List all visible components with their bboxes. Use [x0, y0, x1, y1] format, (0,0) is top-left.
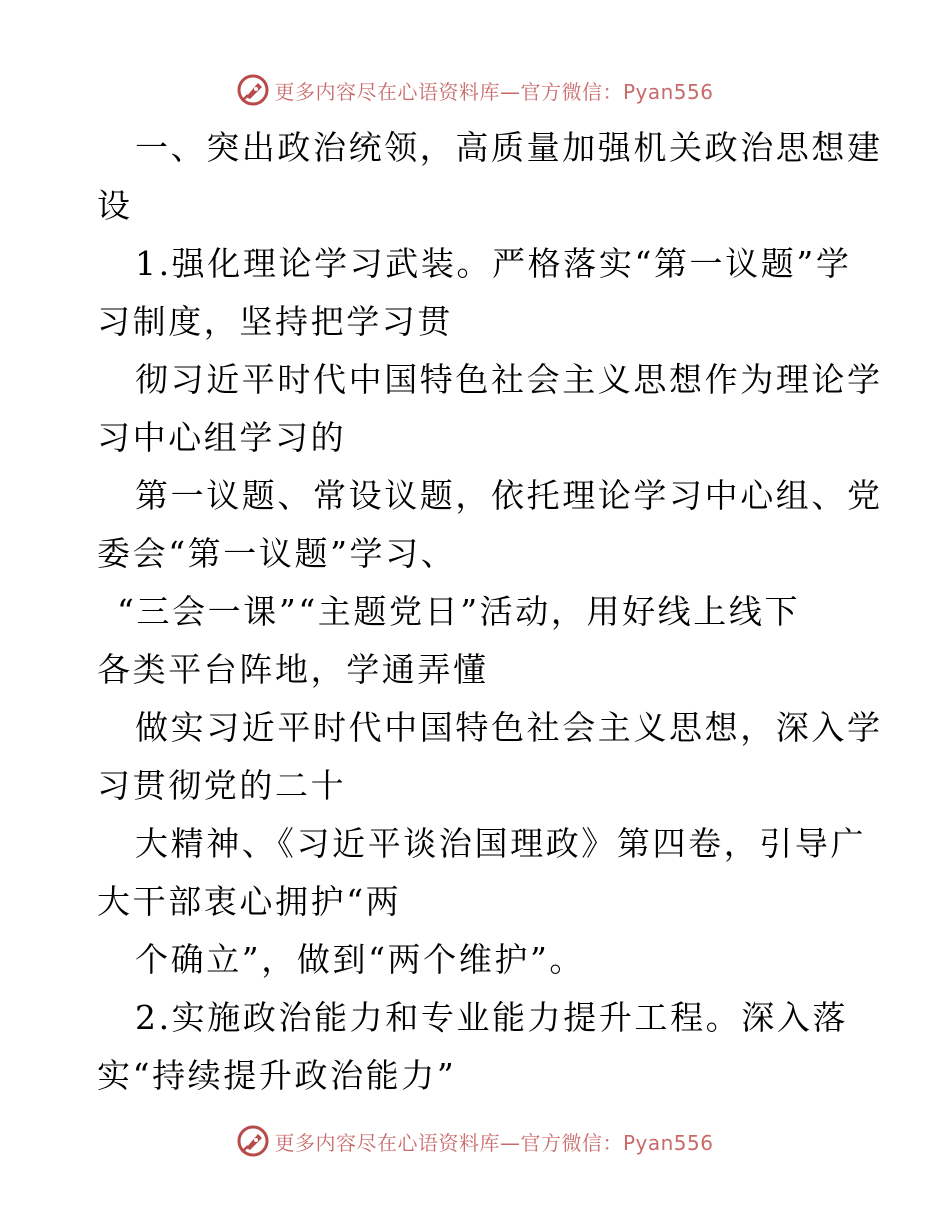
text-line: 2.实施政治能力和专业能力提升工程。深入落 — [135, 998, 849, 1037]
footer-watermark — [0, 1121, 950, 1161]
text-line: 第一议题、常设议题，依托理论学习中心组、党 — [135, 476, 883, 515]
watermark-text: 更多内容尽在心语资料库—官方微信：Pyan556 — [274, 79, 714, 104]
text-line: 个确立”，做到“两个维护”。 — [135, 940, 586, 979]
text-line: 做实习近平时代中国特色社会主义思想，深入学 — [135, 708, 883, 747]
pen-nib-logo-icon — [236, 73, 270, 107]
text-line: 实“持续提升政治能力” — [97, 1056, 457, 1095]
text-line: 习制度，坚持把学习贯 — [97, 302, 453, 341]
text-line: 习中心组学习的 — [97, 418, 347, 457]
text-line: 1.强化理论学习武装。严格落实“第一议题”学 — [135, 244, 852, 283]
text-line: 设 — [97, 186, 133, 225]
text-line: 一、突出政治统领，高质量加强机关政治思想建 — [135, 128, 883, 167]
text-line: 大精神、《习近平谈治国理政》第四卷，引导广 — [135, 824, 867, 863]
text-line: 习贯彻党的二十 — [97, 766, 347, 805]
header-watermark — [0, 70, 950, 110]
document-body — [97, 119, 883, 1105]
pen-nib-logo-icon — [236, 1124, 270, 1158]
watermark-text: 更多内容尽在心语资料库—官方微信：Pyan556 — [274, 1130, 714, 1155]
text-line: 委会“第一议题”学习、 — [97, 534, 457, 573]
text-line: 彻习近平时代中国特色社会主义思想作为理论学 — [135, 360, 883, 399]
text-line: 各类平台阵地，学通弄懂 — [97, 650, 489, 689]
text-line: “三会一课”“主题党日”活动，用好线上线下 — [117, 592, 801, 631]
text-line: 大干部衷心拥护“两 — [97, 882, 402, 921]
